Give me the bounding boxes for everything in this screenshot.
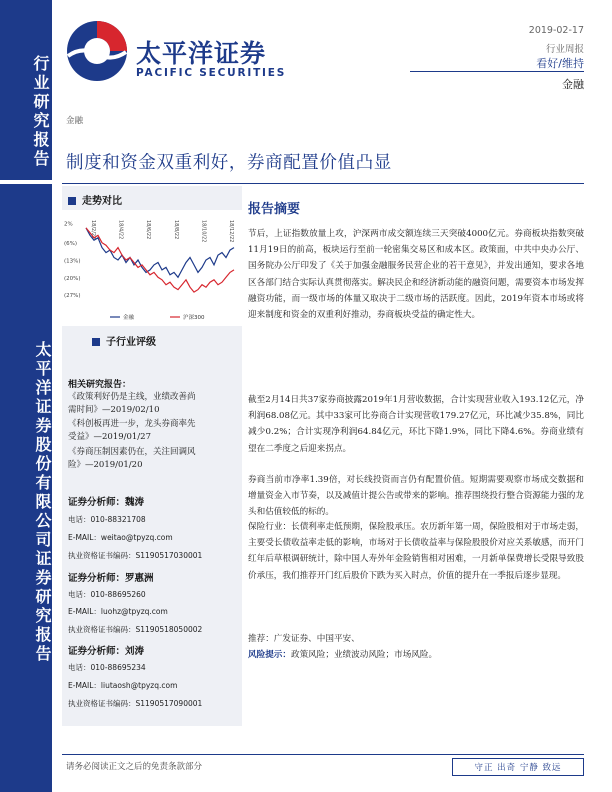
sector-label: 金融 bbox=[562, 78, 584, 91]
y-tick-label: (13%) bbox=[64, 258, 81, 265]
related-report-line: 险》—2019/01/20 bbox=[68, 459, 143, 470]
category-label: 金融 bbox=[66, 116, 84, 126]
related-report-line: 《券商压制因素仍在，关注回调风 bbox=[68, 447, 196, 457]
analyst-name bbox=[68, 494, 144, 508]
brand-name-en: PACIFIC SECURITIES bbox=[136, 67, 287, 79]
trend-heading-text: 走势对比 bbox=[82, 196, 122, 207]
page-title: 制度和资金双重利好，券商配置价值凸显 bbox=[66, 153, 392, 173]
analyst-phone: 电话：010-88321708 bbox=[68, 515, 146, 524]
related-report-item[interactable] bbox=[68, 446, 238, 471]
related-report-line: 《政策利好仍是主线，业绩改善尚 bbox=[68, 392, 196, 402]
risk-warning bbox=[248, 647, 584, 663]
analyst-role: 证券分析师： bbox=[68, 573, 126, 584]
analyst-license: 执业资格证书编码：S1190517030001 bbox=[68, 551, 203, 560]
analyst-email[interactable]: E-MAIL：weitao@tpyzq.com bbox=[68, 533, 173, 542]
square-bullet-icon bbox=[68, 197, 76, 205]
industry-rating: 看好/维持 bbox=[536, 57, 584, 70]
report-type: 行业周报 bbox=[545, 44, 584, 55]
risk-label: 风险提示： bbox=[248, 650, 291, 660]
trend-chart bbox=[62, 210, 242, 326]
legend-label: 沪深300 bbox=[183, 315, 205, 321]
analyst-license: 执业资格证书编码：S1190517090001 bbox=[68, 699, 203, 708]
abstract-paragraph: 截至2月14日共37家券商披露2019年1月营收数据，合计实现营业收入193.12亿元，净利润68.08亿元。其中33家可比券商合计实现营收179.27亿元，环比减少35.8%，同比减少0.2%；合计实现净利润64.84亿元，环比下降1.9%，同比下降4.6%。券商业绩有望在二季度之后迎来拐点。 bbox=[248, 395, 584, 454]
related-report-item[interactable] bbox=[68, 391, 238, 416]
recommendation: 推荐：广发证券、中国平安、 bbox=[248, 634, 360, 644]
footer-disclaimer[interactable]: 请务必阅读正文之后的免责条款部分 bbox=[66, 762, 203, 772]
analyst-role: 证券分析师： bbox=[68, 646, 126, 657]
series-line-金融 bbox=[86, 228, 234, 277]
related-report-line: 受益》—2019/01/27 bbox=[68, 431, 151, 442]
brand-name-cn: 太平洋证券 bbox=[136, 39, 267, 68]
y-tick-label: 2% bbox=[64, 221, 73, 228]
y-tick-label: (6%) bbox=[64, 241, 78, 248]
legend-label: 金融 bbox=[123, 315, 135, 321]
abstract-paragraph: 节后，上证指数放量上攻，沪深两市成交额连续三天突破4000亿元。券商板块指数突破11月19日的前高，板块运行至前一轮密集交易区和成本区。政策面，中共中央办公厅、国务院办公厅印发了《关于加强金融服务民营企业的若干意见》，并发出通知，要求各地区各部门结合实际认真贯彻落实。解决民企和经济新动能的融资问题，需要资本市场发挥融资功能，而一级市场的体量又取决于二级市场的活跃度。因此，2019年资本市场或将迎来制度和资金的双重利好推动，券商板块受益的确定性大。 bbox=[248, 229, 584, 321]
related-report-line: 需时间》—2019/02/10 bbox=[68, 404, 160, 415]
footer-motto: 守正 出奇 宁静 致远 bbox=[452, 758, 584, 776]
trend-heading bbox=[68, 192, 122, 207]
analyst-name bbox=[68, 643, 144, 657]
analyst-phone: 电话：010-88695234 bbox=[68, 663, 146, 672]
trend-chart-svg bbox=[62, 210, 242, 326]
analyst-email[interactable]: E-MAIL：liutaosh@tpyzq.com bbox=[68, 681, 178, 690]
sub-rating-heading-text: 子行业评级 bbox=[106, 337, 156, 348]
sidebar-report-category: 行业研究报告 bbox=[31, 55, 50, 169]
pacific-logo-icon bbox=[62, 16, 132, 86]
sub-rating-heading bbox=[92, 333, 156, 348]
y-tick-label: (27%) bbox=[64, 293, 81, 300]
abstract-paragraph: 券商当前市净率1.39倍，对长线投资而言仍有配置价值。短期需要观察市场成交数据和增量资金入市节奏，以及减值计提公告或带来的影响。推荐围绕投行整合资源能力强的龙头和估值较低的标的。 bbox=[248, 475, 584, 518]
x-tick-label: 18/2/22 bbox=[90, 220, 96, 240]
x-tick-label: 18/8/22 bbox=[172, 220, 179, 240]
analyst-name-text: 刘涛 bbox=[125, 646, 145, 657]
sidebar bbox=[0, 0, 52, 792]
analyst-name-text: 魏涛 bbox=[125, 497, 145, 508]
analyst-name-text: 罗惠洲 bbox=[125, 573, 154, 584]
x-tick-label: 18/4/22 bbox=[117, 220, 124, 240]
risk-text: 政策风险；业绩波动风险；市场风险。 bbox=[290, 650, 438, 660]
report-date: 2019-02-17 bbox=[528, 25, 584, 36]
footer-divider bbox=[62, 754, 584, 755]
related-report-item[interactable] bbox=[68, 418, 238, 443]
analyst-license: 执业资格证书编码：S1190518050002 bbox=[68, 625, 203, 634]
analyst-email[interactable]: E-MAIL：luohz@tpyzq.com bbox=[68, 607, 168, 616]
related-reports-heading: 相关研究报告： bbox=[68, 380, 132, 390]
analyst-phone: 电话：010-88695260 bbox=[68, 590, 146, 599]
analyst-role: 证券分析师： bbox=[68, 497, 126, 508]
title-divider bbox=[62, 183, 584, 184]
abstract-heading: 报告摘要 bbox=[248, 202, 301, 217]
header-divider bbox=[410, 71, 584, 72]
sidebar-company-label: 太平洋证券股份有限公司证券研究报告 bbox=[33, 340, 52, 664]
x-tick-label: 18/10/22 bbox=[200, 220, 207, 243]
x-tick-label: 18/12/22 bbox=[228, 220, 234, 243]
related-report-line: 《科创板再进一步，龙头券商率先 bbox=[68, 419, 196, 429]
square-bullet-icon bbox=[92, 338, 100, 346]
x-tick-label: 18/6/22 bbox=[145, 220, 152, 240]
analyst-name bbox=[68, 570, 154, 584]
y-tick-label: (20%) bbox=[64, 275, 81, 282]
abstract-paragraph: 保险行业：长债利率走低预期，保险股承压。农历新年第一周，保险股相对于市场走弱，主要受长债收益率走低的影响，市场对于长债收益率与保险股股价对应关系敏感，而开门红年后草根调研统计，除中国人寿外年金险销售相对困难，一月新单保费增长受限导致股价承压，我们推荐开门红后股价下跌为买入时点，价值的提升在一季报后逐步显现。 bbox=[248, 522, 584, 581]
